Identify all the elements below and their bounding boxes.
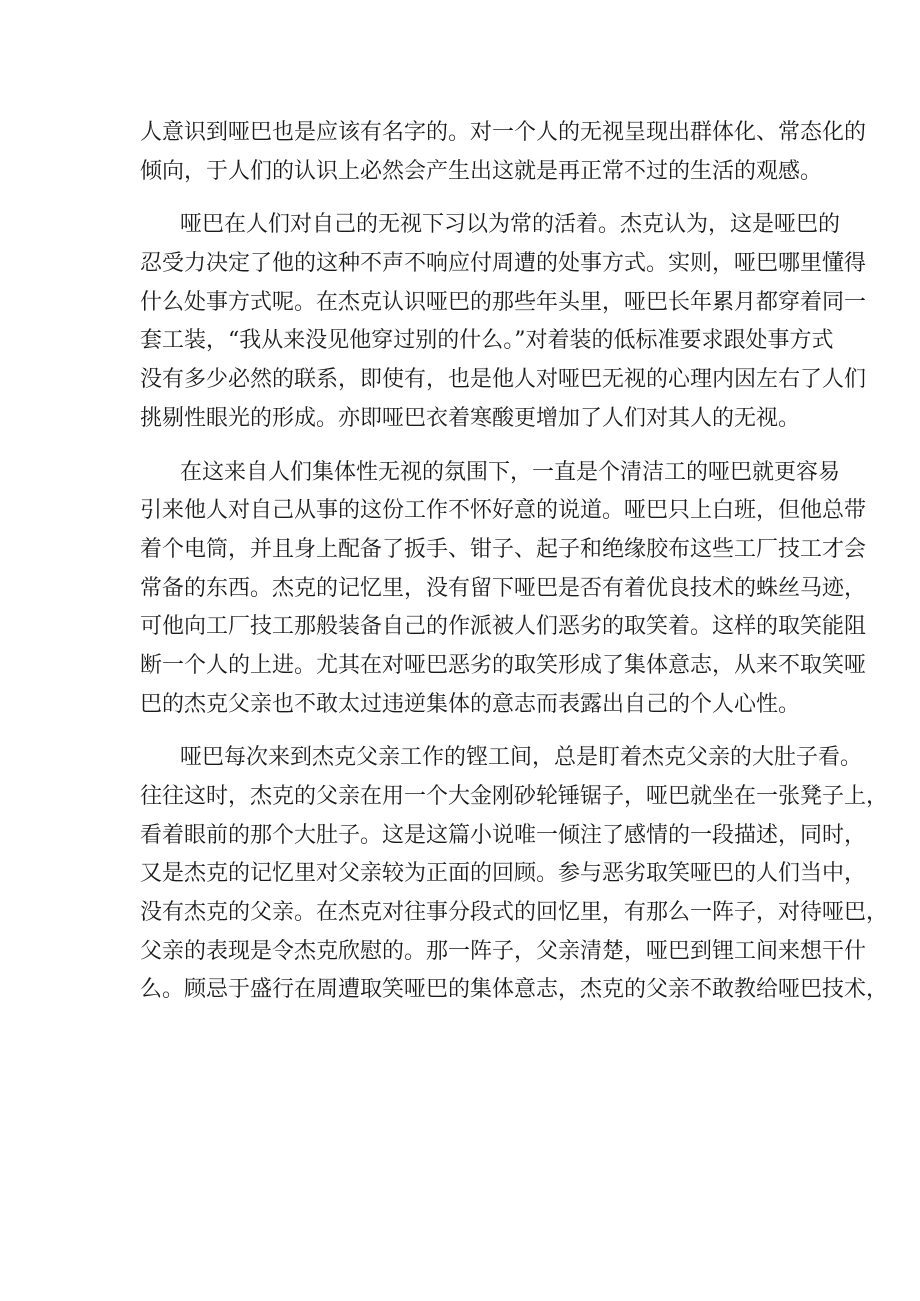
text-line: 人意识到哑巴也是应该有名字的。对一个人的无视呈现出群体化、常态化的 [140, 120, 867, 145]
text-line: 在这来自人们集体性无视的氛围下，一直是个清洁工的哑巴就更容易 [180, 459, 841, 485]
paragraph-1 [140, 114, 867, 191]
text-line: 忍受力决定了他的这种不声不响应付周遭的处事方式。实则，哑巴哪里懂得 [140, 251, 867, 277]
text-line: 常备的东西。杰克的记忆里，没有留下哑巴是否有着优良技术的蛛丝马迹， [140, 575, 867, 601]
text-line: 哑巴在人们对自己的无视下习以为常的活着。杰克认为，这是哑巴的 [180, 212, 841, 238]
paragraph-3 [140, 454, 867, 725]
text-line: 着个电筒，并且身上配备了扳手、钳子、起子和绝缘胶布这些工厂技工才会 [140, 536, 867, 562]
text-line: 没有杰克的父亲。在杰克对往事分段式的回忆里，有那么一阵子，对待哑巴， [140, 900, 889, 926]
text-line: 断一个人的上进。尤其在对哑巴恶劣的取笑形成了集体意志，从来不取笑哑 [140, 652, 867, 678]
text-line: 巴的杰克父亲也不敢太过违逆集体的意志而表露出自己的个人心性。 [140, 691, 801, 717]
paragraph-2 [140, 206, 867, 438]
text-line: 挑剔性眼光的形成。亦即哑巴衣着寒酸更增加了人们对其人的无视。 [140, 405, 801, 431]
text-line: 往往这时，杰克的父亲在用一个大金刚砂轮锤锯子，哑巴就坐在一张凳子上， [140, 784, 889, 809]
text-line: 么。顾忌于盛行在周遭取笑哑巴的集体意志，杰克的父亲不敢教给哑巴技术， [140, 977, 889, 1003]
paragraph-4 [140, 739, 889, 1010]
text-line: 倾向，于人们的认识上必然会产生出这就是再正常不过的生活的观感。 [140, 158, 823, 184]
text-line: 没有多少必然的联系，即使有，也是他人对哑巴无视的心理内因左右了人们 [140, 367, 867, 393]
text-line: 套工装，“我从来没见他穿过别的什么。”对着装的低标准要求跟处事方式 [140, 328, 834, 354]
text-line: 又是杰克的记忆里对父亲较为正面的回顾。参与恶劣取笑哑巴的人们当中， [140, 861, 867, 887]
text-line: 哑巴每次来到杰克父亲工作的铿工间，总是盯着杰克父亲的大肚子看。 [180, 745, 863, 771]
text-line: 看着眼前的那个大肚子。这是这篇小说唯一倾注了感情的一段描述，同时， [140, 822, 867, 848]
text-line: 引来他人对自己从事的这份工作不怀好意的说道。哑巴只上白班，但他总带 [140, 498, 867, 524]
text-line: 父亲的表现是令杰克欣慰的。那一阵子，父亲清楚，哑巴到锂工间来想干什 [140, 938, 867, 964]
body-text [140, 114, 889, 1025]
text-line: 可他向工厂技工那般装备自己的作派被人们恶劣的取笑着。这样的取笑能阻 [140, 614, 867, 640]
text-line: 什么处事方式呢。在杰克认识哑巴的那些年头里，哑巴长年累月都穿着同一 [140, 289, 867, 315]
